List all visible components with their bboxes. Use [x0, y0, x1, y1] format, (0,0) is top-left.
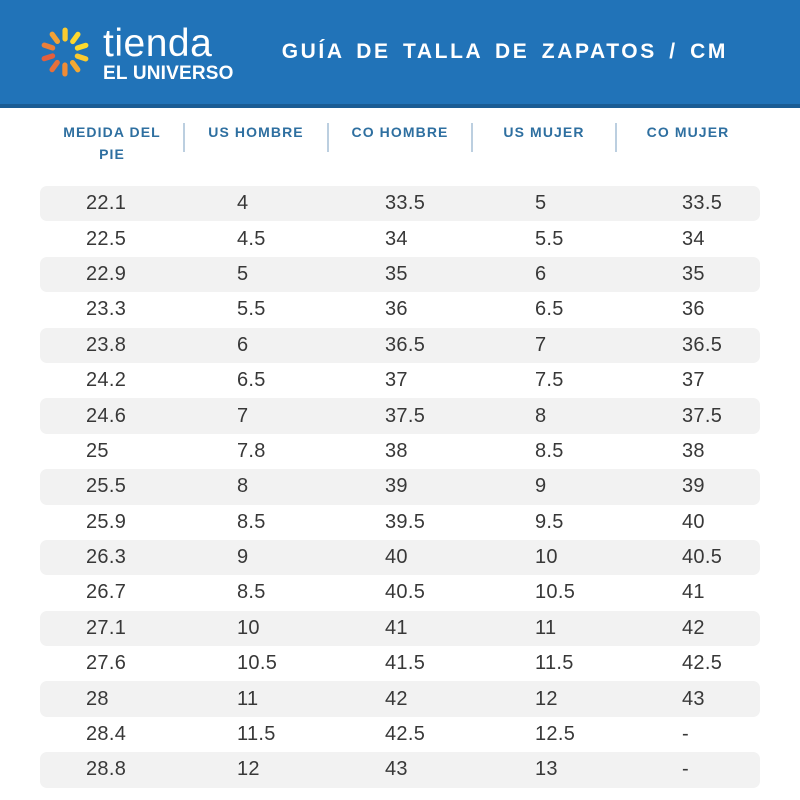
table-cell: 40.5 [385, 581, 426, 604]
brand-logo [36, 22, 234, 83]
table-cell: 40 [385, 546, 408, 569]
table-row [40, 292, 760, 327]
table-cell: 12.5 [535, 723, 576, 746]
table-cell: 38 [682, 439, 705, 462]
table-cell: 8 [237, 475, 249, 498]
table-cell: 39 [385, 475, 408, 498]
table-cell: 6.5 [237, 369, 266, 392]
table-row [40, 752, 760, 787]
table-cell: 7 [535, 333, 547, 356]
table-cell: 25 [86, 439, 109, 462]
table-cell: 12 [535, 687, 558, 710]
table-cell: - [682, 723, 689, 746]
column-divider [615, 123, 617, 152]
table-cell: 41 [385, 616, 408, 639]
table-cell: 11.5 [535, 652, 574, 675]
table-row [40, 257, 760, 292]
table-cell: 33.5 [682, 192, 723, 215]
brand-wordmark [103, 21, 234, 84]
table-cell: 28 [86, 687, 109, 710]
table-cell: 23.3 [86, 298, 127, 321]
table-header-row [40, 122, 760, 176]
table-cell: 37 [385, 369, 408, 392]
table-cell: 10 [535, 546, 558, 569]
table-cell: 34 [682, 227, 705, 250]
table-cell: 38 [385, 439, 408, 462]
table-cell: 11 [237, 687, 259, 710]
table-cell: 43 [385, 758, 408, 781]
table-cell: 8.5 [535, 439, 564, 462]
table-row [40, 505, 760, 540]
table-cell: 33.5 [385, 192, 426, 215]
table-cell: - [682, 758, 689, 781]
column-header-5: CO MUJER [646, 124, 730, 140]
table-cell: 5 [237, 262, 249, 285]
column-divider [327, 123, 329, 152]
table-cell: 10.5 [535, 581, 576, 604]
column-divider [471, 123, 473, 152]
table-cell: 4.5 [237, 227, 266, 250]
table-cell: 36 [385, 298, 408, 321]
table-cell: 5 [535, 192, 547, 215]
table-cell: 7 [237, 404, 249, 427]
table-cell: 8.5 [237, 581, 266, 604]
header-band [0, 0, 800, 108]
table-cell: 42 [682, 616, 705, 639]
table-row [40, 575, 760, 610]
sunburst-icon [36, 23, 94, 81]
table-cell: 5.5 [535, 227, 564, 250]
brand-name-line1: tienda [103, 21, 213, 65]
column-header-3: CO HOMBRE [351, 124, 449, 140]
table-cell: 37.5 [385, 404, 426, 427]
table-cell: 35 [682, 262, 705, 285]
table-cell: 13 [535, 758, 558, 781]
table-row [40, 681, 760, 716]
table-cell: 8 [535, 404, 547, 427]
table-cell: 41.5 [385, 652, 426, 675]
table-cell: 6 [237, 333, 249, 356]
table-row [40, 328, 760, 363]
table-cell: 40 [682, 510, 705, 533]
table-cell: 42 [385, 687, 408, 710]
table-cell: 35 [385, 262, 408, 285]
table-row [40, 398, 760, 433]
table-cell: 24.2 [86, 369, 127, 392]
size-table-body [40, 186, 760, 788]
table-cell: 26.3 [86, 546, 127, 569]
table-cell: 34 [385, 227, 408, 250]
table-row [40, 646, 760, 681]
column-header-4: US MUJER [503, 124, 585, 140]
column-header-1: MEDIDA DEL PIE [63, 124, 161, 162]
table-row [40, 186, 760, 221]
table-cell: 25.9 [86, 510, 127, 533]
table-row [40, 221, 760, 256]
table-cell: 9.5 [535, 510, 564, 533]
table-row [40, 717, 760, 752]
table-cell: 28.8 [86, 758, 127, 781]
table-cell: 10.5 [237, 652, 278, 675]
table-cell: 6.5 [535, 298, 564, 321]
table-cell: 12 [237, 758, 260, 781]
page-title: GUÍA DE TALLA DE ZAPATOS / CM [281, 40, 728, 63]
table-cell: 37 [682, 369, 705, 392]
table-cell: 22.9 [86, 262, 127, 285]
table-cell: 10 [237, 616, 260, 639]
table-cell: 43 [682, 687, 705, 710]
table-cell: 39 [682, 475, 705, 498]
table-row [40, 611, 760, 646]
table-cell: 9 [535, 475, 547, 498]
table-cell: 36 [682, 298, 705, 321]
table-cell: 26.7 [86, 581, 127, 604]
table-row [40, 434, 760, 469]
table-cell: 9 [237, 546, 249, 569]
table-cell: 6 [535, 262, 547, 285]
column-divider [183, 123, 185, 152]
table-cell: 23.8 [86, 333, 127, 356]
table-cell: 36.5 [682, 333, 723, 356]
table-row [40, 469, 760, 504]
table-cell: 8.5 [237, 510, 266, 533]
column-header-2: US HOMBRE [208, 124, 304, 140]
table-cell: 42.5 [385, 723, 426, 746]
table-cell: 25.5 [86, 475, 127, 498]
table-cell: 40.5 [682, 546, 723, 569]
table-cell: 39.5 [385, 510, 426, 533]
table-cell: 41 [682, 581, 705, 604]
brand-name-line2: EL UNIVERSO [103, 62, 234, 84]
table-cell: 37.5 [682, 404, 723, 427]
table-cell: 27.6 [86, 652, 127, 675]
table-cell: 4 [237, 192, 249, 215]
table-cell: 11.5 [237, 723, 276, 746]
table-cell: 24.6 [86, 404, 127, 427]
table-cell: 22.1 [86, 192, 127, 215]
table-cell: 28.4 [86, 723, 127, 746]
table-cell: 5.5 [237, 298, 266, 321]
table-row [40, 363, 760, 398]
table-cell: 11 [535, 616, 557, 639]
table-row [40, 540, 760, 575]
table-cell: 7.5 [535, 369, 564, 392]
table-cell: 36.5 [385, 333, 426, 356]
table-cell: 22.5 [86, 227, 127, 250]
table-cell: 27.1 [86, 616, 127, 639]
table-cell: 42.5 [682, 652, 723, 675]
table-cell: 7.8 [237, 439, 266, 462]
